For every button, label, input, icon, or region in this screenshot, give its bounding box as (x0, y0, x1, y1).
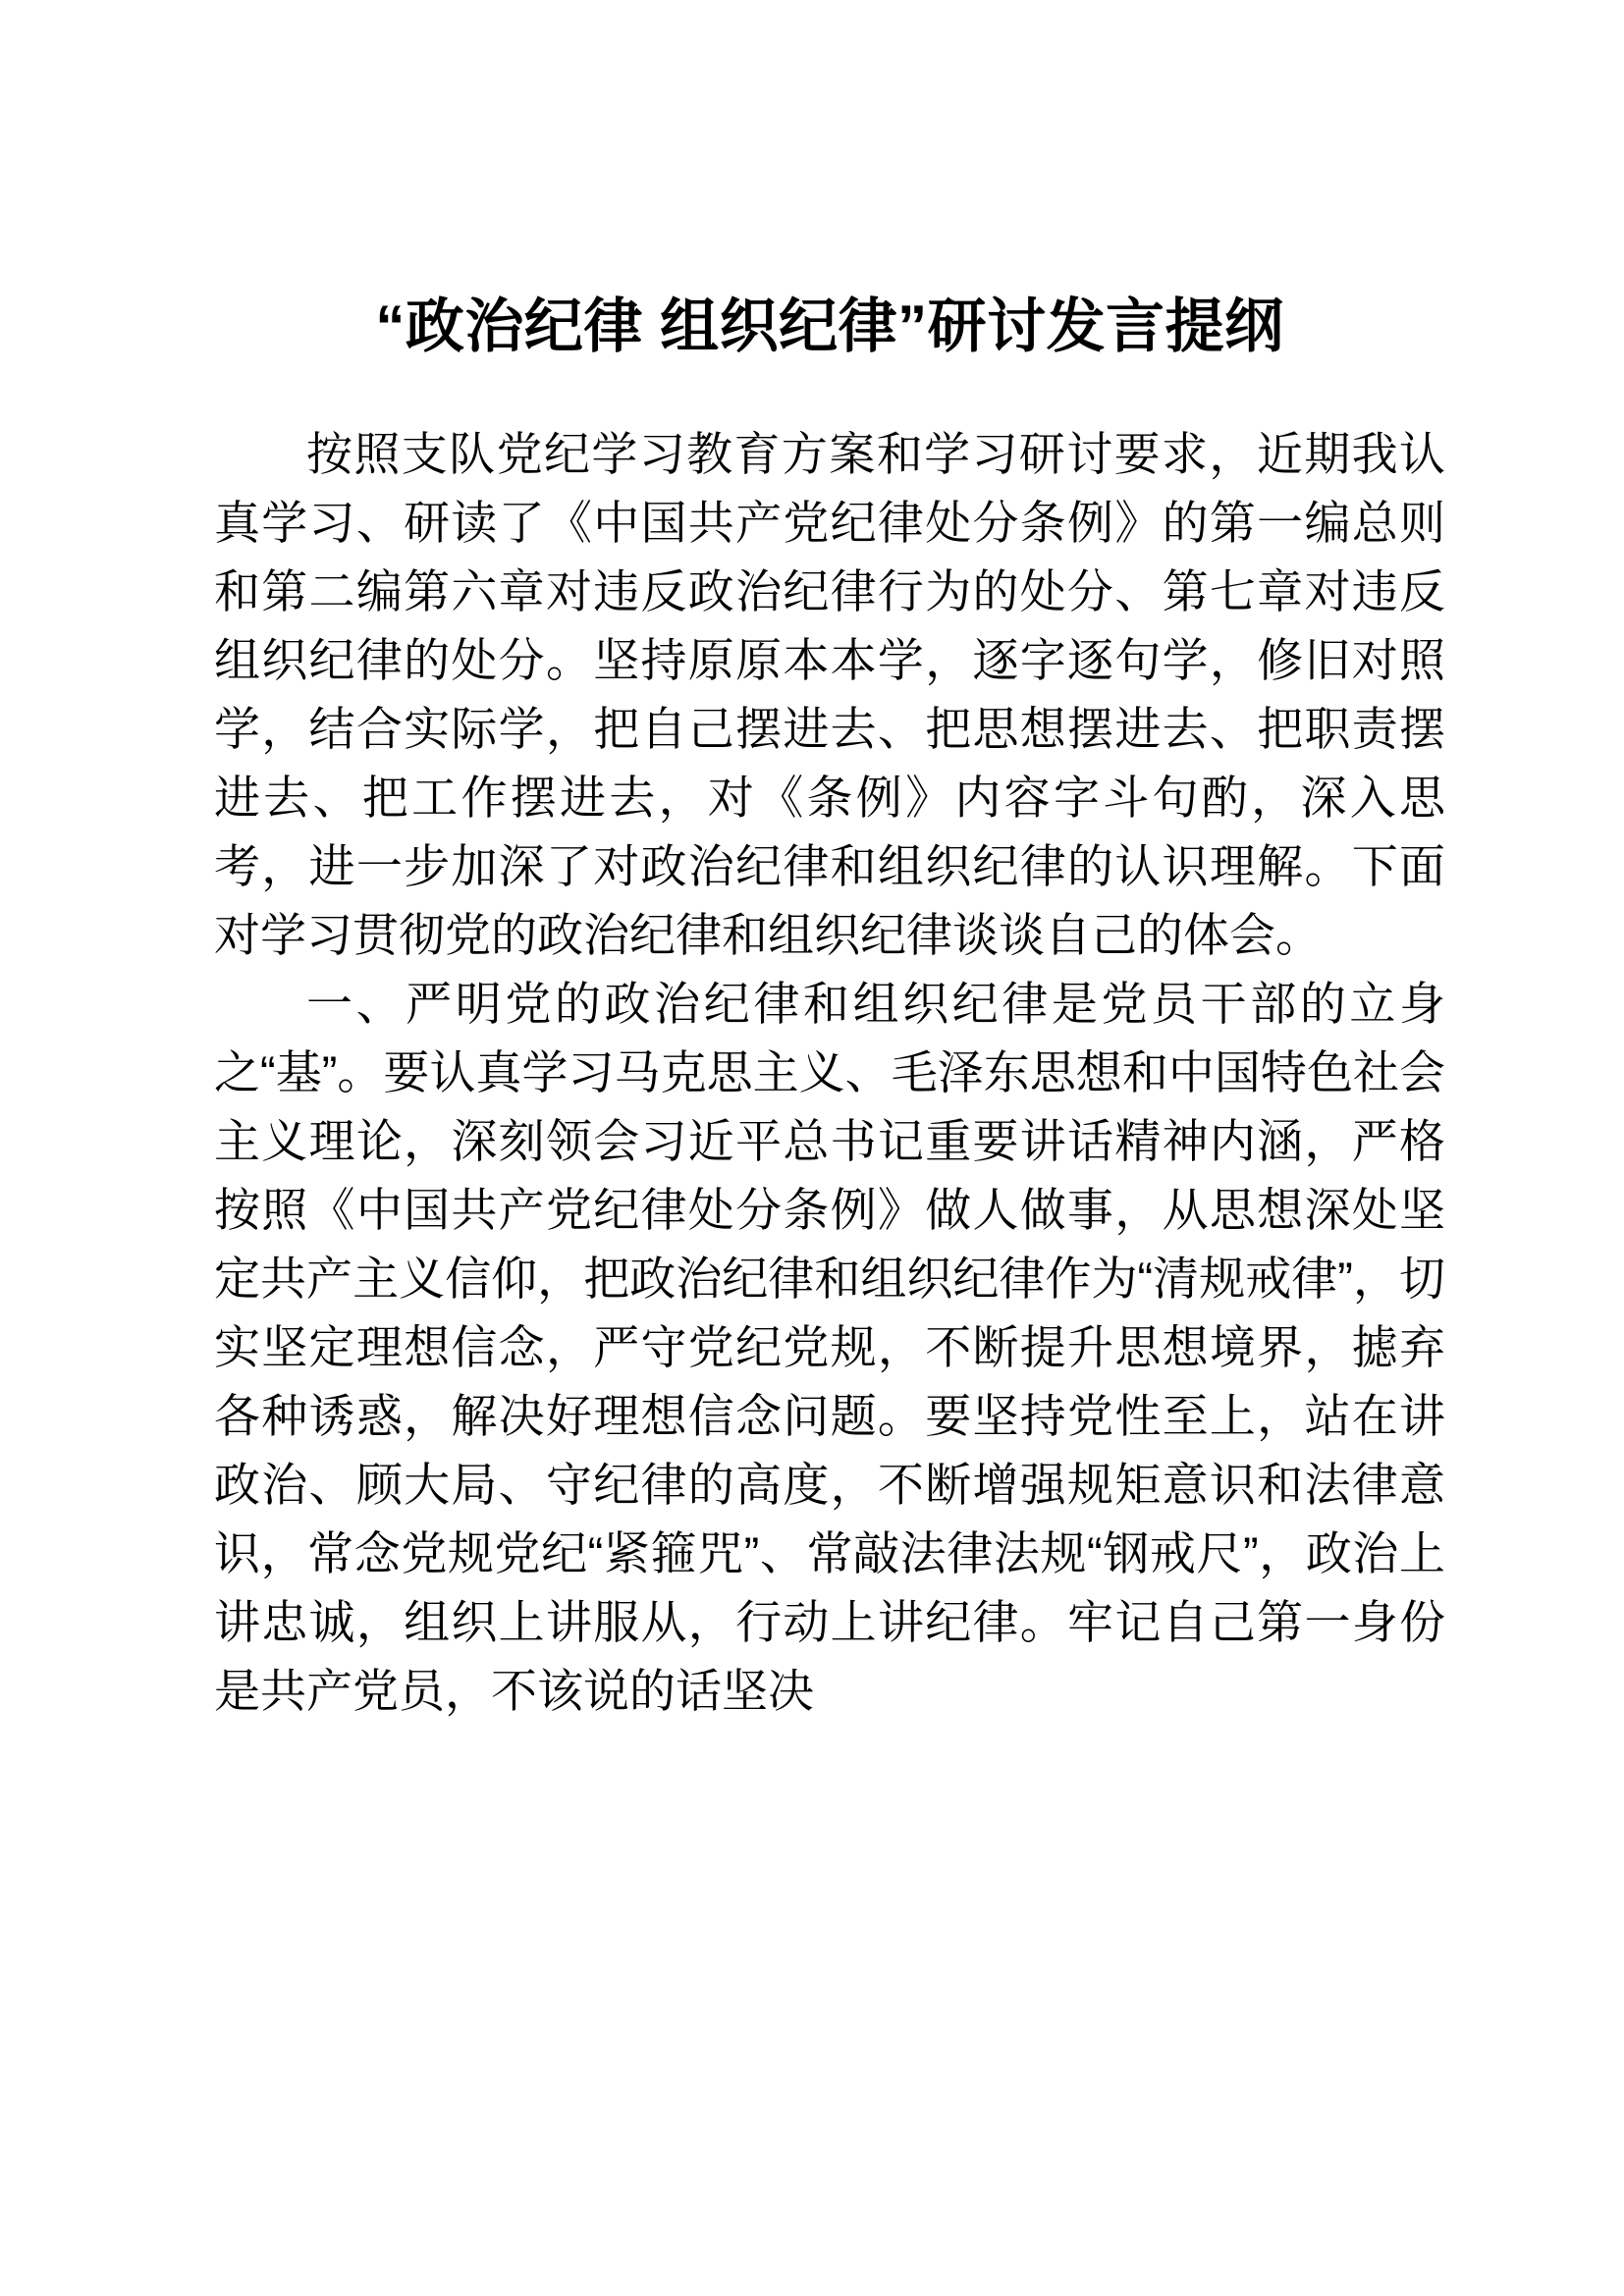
paragraph-intro: 按照支队党纪学习教育方案和学习研讨要求，近期我认真学习、研读了《中国共产党纪律处分条例》的第一编总则和第二编第六章对违反政治纪律行为的处分、第七章对违反组织纪律的处分。坚持原原本本学，逐字逐句学，修旧对照学，结合实际学，把自己摆进去、把思想摆进去、把职责摆进去、把工作摆进去，对《条例》内容字斗句酌，深入思考，进一步加深了对政治纪律和组织纪律的认识理解。下面对学习贯彻党的政治纪律和组织纪律谈谈自己的体会。 (214, 428, 1445, 961)
document-body (214, 420, 1445, 1726)
document-content (214, 0, 1445, 1726)
paragraph-section-one: 一、严明党的政治纪律和组织纪律是党员干部的立身之“基”。要认真学习马克思主义、毛泽东思想和中国特色社会主义理论，深刻领会习近平总书记重要讲话精神内涵，严格按照《中国共产党纪律处分条例》做人做事，从思想深处坚定共产主义信仰，把政治纪律和组织纪律作为“清规戒律”，切实坚定理想信念，严守党纪党规，不断提升思想境界，摅弃各种诱惑，解决好理想信念问题。要坚持党性至上，站在讲政治、顾大局、守纪律的高度，不断增强规矩意识和法律意识，常念党规党纪“紧箍咒”、常敲法律法规“钢戒尺”，政治上讲忠诚，组织上讲服从，行动上讲纪律。牢记自己第一身份是共产党员，不该说的话坚决 (214, 978, 1445, 1717)
page-title: “政治纪律 组织纪律”研讨发言提纲 (375, 294, 1284, 359)
